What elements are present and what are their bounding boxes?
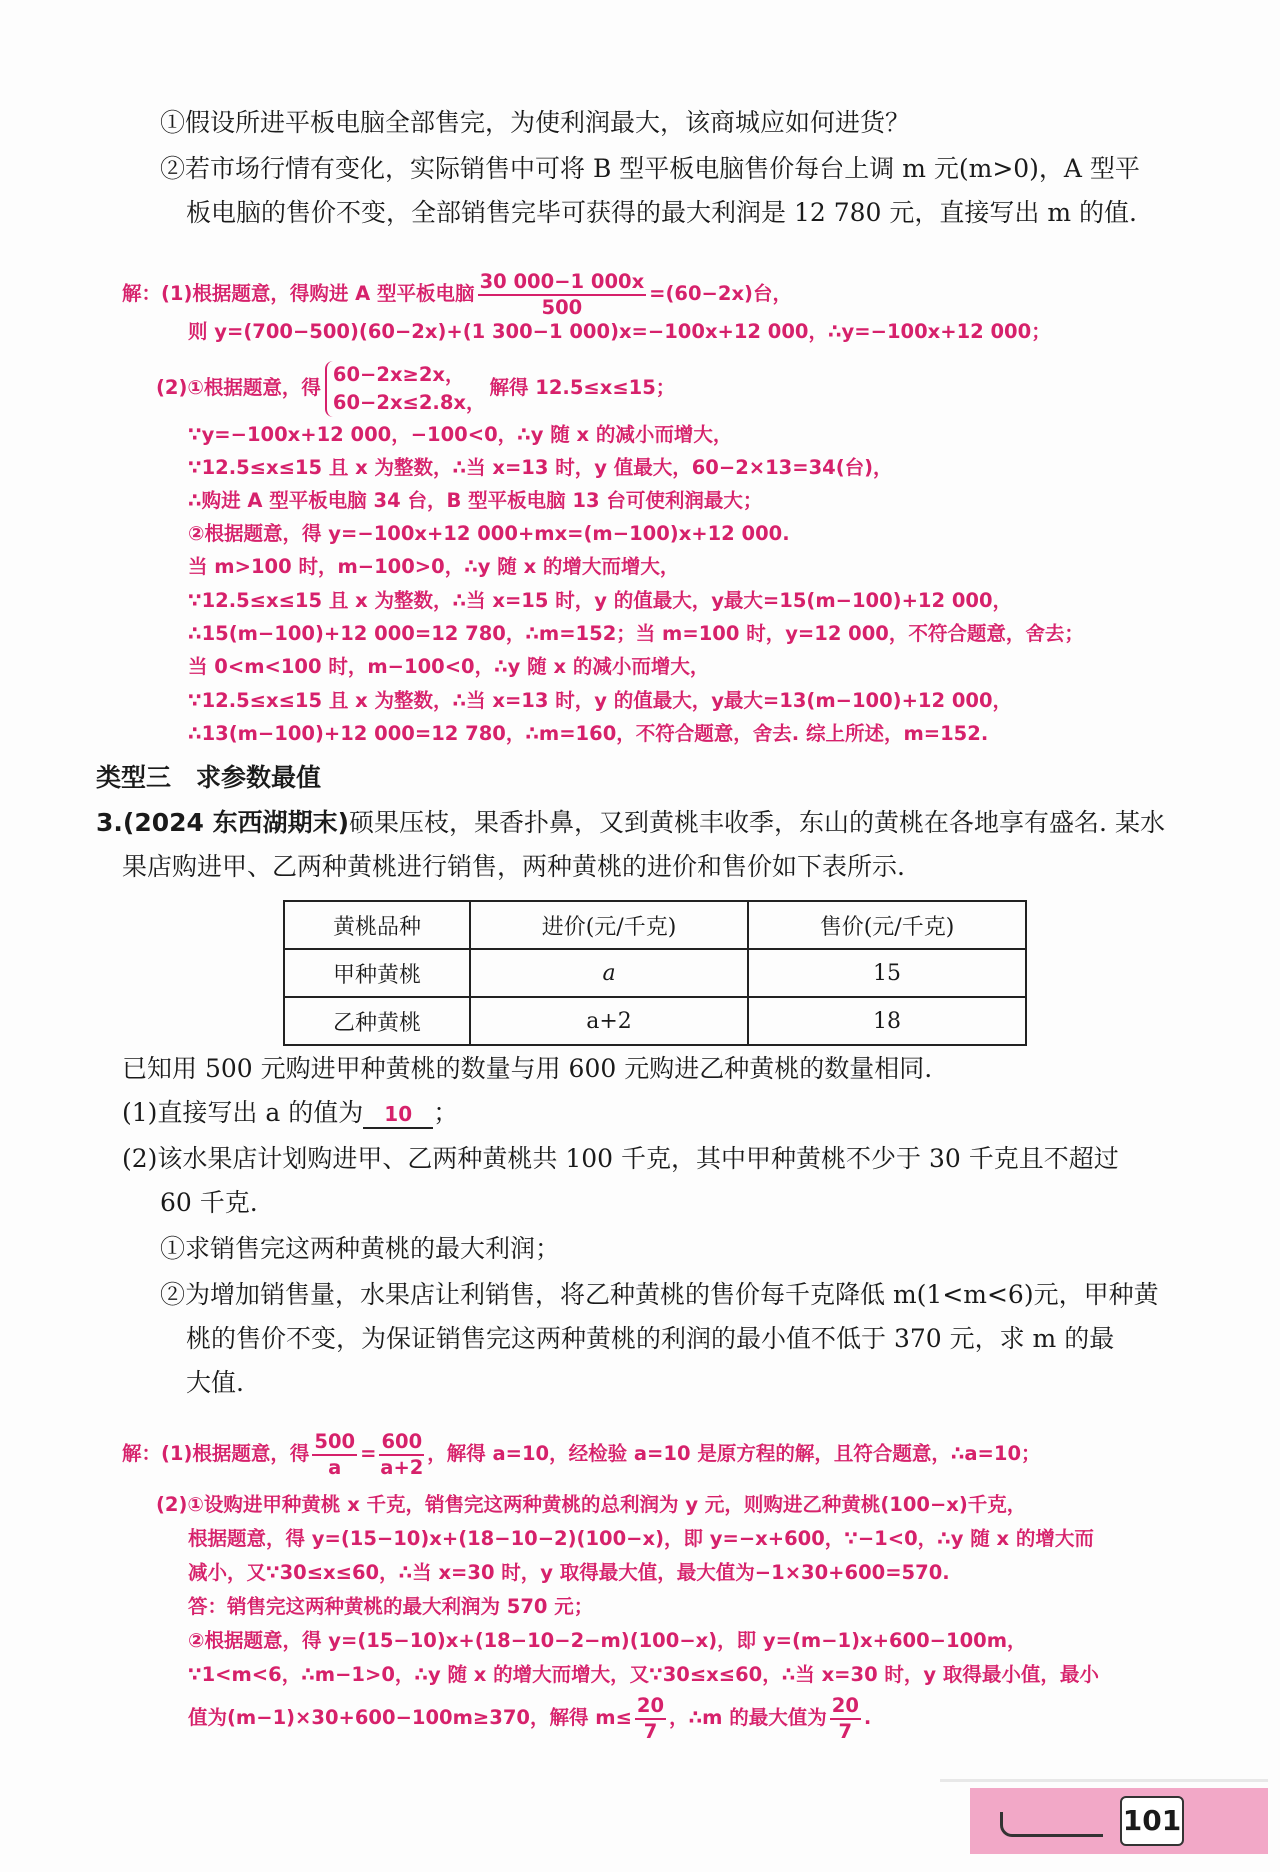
answer-1-line-1: 解：(1)根据题意，得购进 A 型平板电脑 $\frac{30 000-1 000x}{500}$ =(60−2x)台， <box>122 269 792 319</box>
table-cell: 甲种黄桃 <box>284 949 470 997</box>
table-cell: 15 <box>748 949 1026 997</box>
question-3-line-1: 3.(2024 东西湖期末)硕果压枝，果香扑鼻，又到黄桃丰收季，东山的黄桃在各地享有盛名. 某水 <box>96 808 1165 837</box>
question-3-part-2-sub-1: ①求销售完这两种黄桃的最大利润； <box>160 1234 561 1263</box>
question-3-part-2-sub-2: ②为增加销售量，水果店让利销售，将乙种黄桃的售价每千克降低 m(1<m<6)元，甲种黄 <box>160 1280 1159 1309</box>
table-header-row <box>284 901 1026 949</box>
answer-1-line-6: ∴购进 A 型平板电脑 34 台，B 型平板电脑 13 台可使利润最大； <box>188 489 763 512</box>
table-header-cell: 进价(元/千克) <box>470 901 748 949</box>
answer-1-line-11: 当 0<m<100 时，m−100<0，∴y 随 x 的减小而增大， <box>188 655 710 678</box>
answer-3-line-4: 减小，又∵30≤x≤60，∴当 x=30 时，y 取得最大值，最大值为−1×30+600=570. <box>188 1561 950 1584</box>
question-part-2-1: ①假设所进平板电脑全部售完，为使利润最大，该商城应如何进货？ <box>160 108 911 137</box>
table-cell: 18 <box>748 997 1026 1045</box>
price-table <box>283 900 1027 1046</box>
table-row <box>284 949 1026 997</box>
fraction: $\frac{20}{7}$ <box>636 1693 665 1743</box>
footer-rule <box>940 1779 1268 1782</box>
answer-1-line-13: ∴13(m−100)+12 000=12 780，∴m=160，不符合题意，舍去. 综上所述，m=152. <box>188 722 989 745</box>
answer-1-line-2: 则 y=(700−500)(60−2x)+(1 300−1 000)x=−100x+12 000，∴y=−100x+12 000； <box>188 320 1051 343</box>
question-part-2-2: ②若市场行情有变化，实际销售中可将 B 型平板电脑售价每台上调 m 元(m>0)，A 型平 <box>160 154 1140 183</box>
page-number: 101 <box>1120 1796 1184 1846</box>
answer-3-line-1: 解：(1)根据题意，得 $\frac{500}{a}$ = $\frac{600}{a+2}$ ，解得 a=10，经检验 a=10 是原方程的解，且符合题意，∴a=10； <box>122 1429 1041 1479</box>
table-cell: 乙种黄桃 <box>284 997 470 1045</box>
question-3-part-2-sub-2-cont: 桃的售价不变，为保证销售完这两种黄桃的利润的最小值不低于 370 元，求 m 的最 <box>186 1324 1115 1353</box>
answer-1-line-4: ∵y=−100x+12 000，−100<0，∴y 随 x 的减小而增大， <box>188 423 733 446</box>
equation-system: 60−2x≥2x， 60−2x≤2.8x， <box>325 361 486 417</box>
answer-1-line-10: ∴15(m−100)+12 000=12 780，∴m=152；当 m=100 时，y=12 000，不符合题意，舍去； <box>188 622 1084 645</box>
table-row <box>284 997 1026 1045</box>
table-header-cell: 黄桃品种 <box>284 901 470 949</box>
answer-3-line-6: ②根据题意，得 y=(15−10)x+(18−10−2−m)(100−x)，即 y=(m−1)x+600−100m， <box>188 1629 1027 1652</box>
question-3-part-2-line-1: (2)该水果店计划购进甲、乙两种黄桃共 100 千克，其中甲种黄桃不少于 30 千克且不超过 <box>122 1144 1119 1173</box>
answer-1-line-12: ∵12.5≤x≤15 且 x 为整数，∴当 x=13 时，y 的值最大，y最大=13(m−100)+12 000， <box>188 689 1013 712</box>
answer-3-line-8: 值为(m−1)×30+600−100m≥370，解得 m≤ $\frac{20}{7}$ ，∴m 的最大值为 $\frac{20}{7}$ . <box>188 1693 872 1743</box>
answer-1-line-5: ∵12.5≤x≤15 且 x 为整数，∴当 x=13 时，y 值最大，60−2×13=34(台)， <box>188 456 893 479</box>
answer-3-line-7: ∵1<m<6，∴m−1>0，∴y 随 x 的增大而增大，又∵30≤x≤60，∴当 x=30 时，y 取得最小值，最小 <box>188 1663 1099 1686</box>
answer-1-line-9: ∵12.5≤x≤15 且 x 为整数，∴当 x=15 时，y 的值最大，y最大=15(m−100)+12 000， <box>188 589 1013 612</box>
answer-1-line-7: ②根据题意，得 y=−100x+12 000+mx=(m−100)x+12 000. <box>188 522 790 545</box>
answer-3-line-5: 答：销售完这两种黄桃的最大利润为 570 元； <box>188 1595 594 1618</box>
question-3-part-1: (1)直接写出 a 的值为 10 ； <box>122 1098 459 1127</box>
fraction: $\frac{30 000-1 000x}{500}$ <box>479 269 645 319</box>
table-header-cell: 售价(元/千克) <box>748 901 1026 949</box>
answer-blank: 10 <box>363 1101 433 1129</box>
question-3-part-2-sub-2-cont2: 大值. <box>186 1368 244 1397</box>
fraction: $\frac{600}{a+2}$ <box>380 1429 424 1479</box>
question-part-2-2-cont: 板电脑的售价不变，全部销售完毕可获得的最大利润是 12 780 元，直接写出 m 的值. <box>186 198 1137 227</box>
fraction: $\frac{500}{a}$ <box>314 1429 356 1479</box>
table-cell: a <box>470 949 748 997</box>
answer-1-line-8: 当 m>100 时，m−100>0，∴y 随 x 的增大而增大， <box>188 555 680 578</box>
footer-decoration <box>1000 1812 1103 1837</box>
section-heading: 类型三 求参数最值 <box>96 763 322 792</box>
answer-1-line-3: (2)①根据题意，得 60−2x≥2x， 60−2x≤2.8x， 解得 12.5≤x≤15； <box>156 358 675 418</box>
table-cell: a+2 <box>470 997 748 1045</box>
question-3-line-2: 果店购进甲、乙两种黄桃进行销售，两种黄桃的进价和售价如下表所示. <box>122 852 905 881</box>
answer-3-line-2: (2)①设购进甲种黄桃 x 千克，销售完这两种黄桃的总利润为 y 元，则购进乙种黄桃(100−x)千克， <box>156 1493 1027 1516</box>
question-3-condition: 已知用 500 元购进甲种黄桃的数量与用 600 元购进乙种黄桃的数量相同. <box>122 1054 933 1083</box>
answer-3-line-3: 根据题意，得 y=(15−10)x+(18−10−2)(100−x)，即 y=−x+600，∵−1<0，∴y 随 x 的增大而 <box>188 1527 1094 1550</box>
question-3-part-2-line-2: 60 千克. <box>160 1188 258 1217</box>
fraction: $\frac{20}{7}$ <box>831 1693 859 1743</box>
